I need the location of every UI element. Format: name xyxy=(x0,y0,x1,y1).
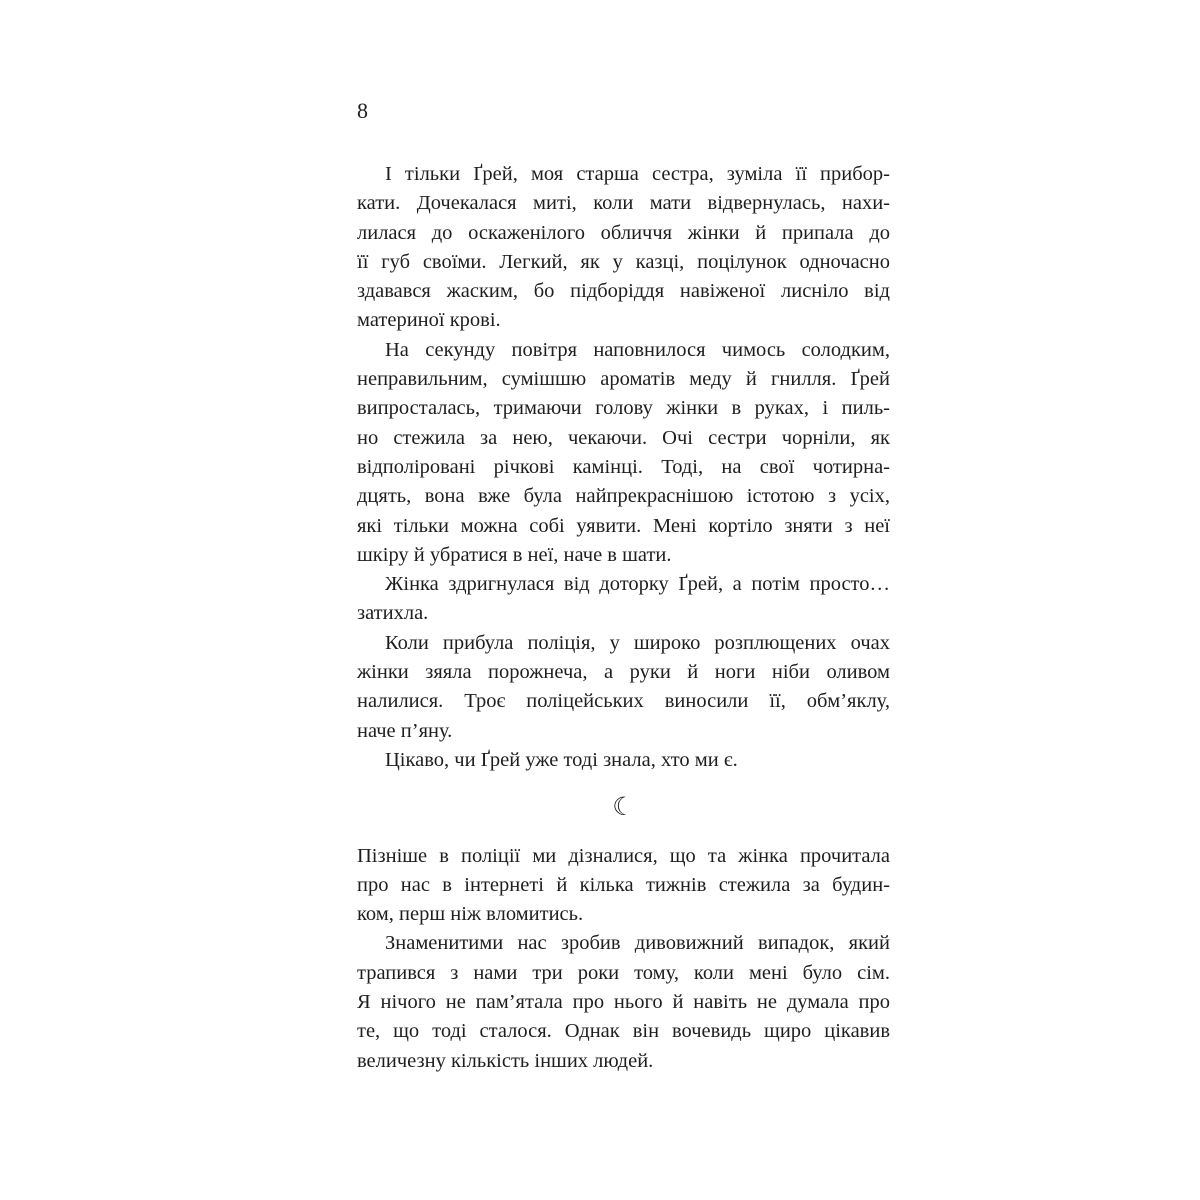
text-line: випросталась, тримаючи голову жінки в руках, і пиль- xyxy=(357,397,890,420)
text-line: наче п’яну. xyxy=(357,719,453,742)
text-line: Я нічого не пам’ятала про нього й навіть не думала про xyxy=(357,991,890,1014)
text-line: які тільки можна собі уявити. Мені кортіло зняти з неї xyxy=(357,514,890,537)
text-line: но стежила за нею, чекаючи. Очі сестри чорніли, як xyxy=(357,426,890,449)
text-line: Пізніше в поліції ми дізналися, що та жінка прочитала xyxy=(357,844,890,867)
text-line: Жінка здригнулася від доторку Ґрей, а потім просто… xyxy=(385,573,890,596)
crescent-moon-icon: ☾ xyxy=(612,792,635,822)
paragraph xyxy=(357,160,890,336)
text-line: І тільки Ґрей, моя старша сестра, зуміла її прибор- xyxy=(385,163,890,185)
text-line: неправильним, сумішшю ароматів меду й гнилля. Ґрей xyxy=(357,368,890,391)
text-body xyxy=(357,160,890,1076)
text-line: затихла. xyxy=(357,602,429,625)
text-line: дцять, вона вже була найпрекраснішою істотою з усіх, xyxy=(357,485,890,508)
text-line: про нас в інтернеті й кілька тижнів стежила за будин- xyxy=(357,873,890,896)
paragraph xyxy=(357,570,890,629)
text-line: її губ своїми. Легкий, як у казці, поцілунок одночасно xyxy=(357,250,890,273)
page-content xyxy=(357,96,890,1076)
text-line: Коли прибула поліція, у широко розплющених очах xyxy=(385,631,890,654)
section-divider xyxy=(357,792,890,821)
text-line: величезну кількість інших людей. xyxy=(357,1049,654,1072)
paragraph xyxy=(357,336,890,570)
text-line: трапився з нами три роки тому, коли мені було сім. xyxy=(357,961,890,984)
text-line: здавався жаским, бо підборіддя навіженої лисніло від xyxy=(357,280,890,303)
text-line: ком, перш ніж вломитись. xyxy=(357,903,584,926)
text-line: шкіру й убратися в неї, наче в шати. xyxy=(357,543,672,566)
text-line: лилася до оскаженілого обличчя жінки й припала до xyxy=(357,221,890,244)
paragraph xyxy=(357,746,890,775)
paragraph xyxy=(357,629,890,746)
text-line: жінки зяяла порожнеча, а руки й ноги ніби оливом xyxy=(357,661,890,684)
text-line: те, що тоді сталося. Однак він вочевидь щиро цікавив xyxy=(357,1020,890,1043)
text-line: На секунду повітря наповнилося чимось солодким, xyxy=(385,338,890,361)
text-line: відполіровані річкові камінці. Тоді, на свої чотирна- xyxy=(357,455,890,478)
page-number: 8 xyxy=(357,98,368,123)
text-line: Знаменитими нас зробив дивовижний випадок, який xyxy=(385,932,890,955)
paragraph xyxy=(357,929,890,1075)
text-line: налилися. Троє поліцейських виносили її, обм’яклу, xyxy=(357,690,890,713)
paragraph xyxy=(357,842,890,930)
text-line: кати. Дочекалася миті, коли мати відвернулась, нахи- xyxy=(357,192,890,215)
text-line: материної крові. xyxy=(357,309,501,332)
text-line: Цікаво, чи Ґрей уже тоді знала, хто ми є. xyxy=(385,748,738,771)
